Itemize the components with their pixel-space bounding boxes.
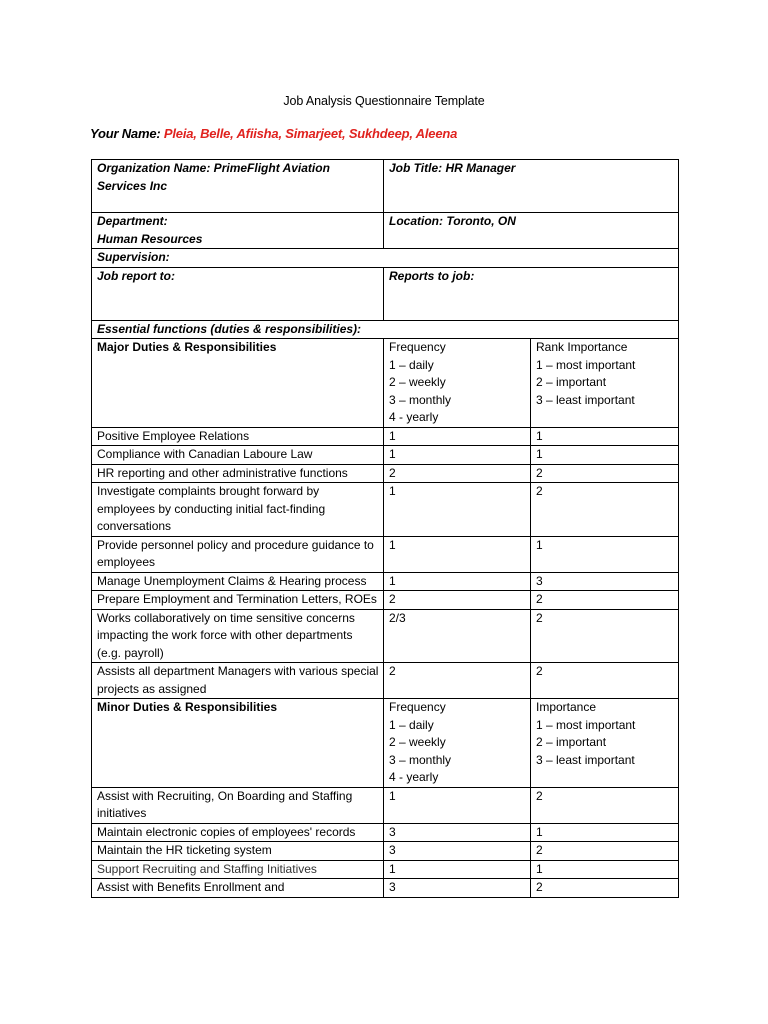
location-cell: Location: Toronto, ON [384, 213, 679, 249]
your-name-value: Pleia, Belle, Afiisha, Simarjeet, Sukhdeep, Aleena [163, 126, 458, 141]
table-row [92, 823, 679, 842]
frequency-key-4: 4 - yearly [389, 770, 439, 784]
importance-cell: 1 [531, 427, 679, 446]
org-row [92, 160, 679, 213]
minor-heading-row [92, 699, 679, 788]
duty-cell: Provide personnel policy and procedure guidance to employees [92, 536, 384, 572]
frequency-cell: 1 [384, 446, 531, 465]
table-row [92, 427, 679, 446]
table-row [92, 842, 679, 861]
frequency-key-4: 4 - yearly [389, 410, 439, 424]
table-row [92, 464, 679, 483]
frequency-cell: 3 [384, 823, 531, 842]
frequency-key-3: 3 – monthly [389, 752, 452, 767]
frequency-cell: 1 [384, 787, 531, 823]
table-row [92, 536, 679, 572]
frequency-cell: 1 [384, 483, 531, 537]
duty-cell: Works collaboratively on time sensitive concerns impacting the work force with other departments (e.g. payroll) [92, 609, 384, 663]
duty-cell: Investigate complaints brought forward by employees by conducting initial fact-finding conversations [92, 483, 384, 537]
duty-cell: Assist with Recruiting, On Boarding and Staffing initiatives [92, 787, 384, 823]
importance-key-3: 3 – least important [536, 752, 635, 767]
major-heading-row [92, 339, 679, 428]
your-name-line [90, 126, 457, 141]
frequency-cell: 3 [384, 842, 531, 861]
importance-key-1: 1 – most important [536, 717, 636, 732]
minor-frequency-heading [384, 699, 531, 788]
organization-cell [92, 160, 384, 213]
reports-to-job-cell: Reports to job: [384, 267, 679, 320]
rank-key-3: 3 – least important [536, 392, 635, 407]
frequency-cell: 2/3 [384, 609, 531, 663]
frequency-cell: 1 [384, 860, 531, 879]
importance-cell: 2 [531, 879, 679, 898]
rank-key-1: 1 – most important [536, 357, 636, 372]
importance-cell: 1 [531, 536, 679, 572]
importance-label: Importance [536, 700, 597, 714]
table-row [92, 446, 679, 465]
duty-cell: Prepare Employment and Termination Letters, ROEs [92, 591, 384, 610]
organization-line-2: Services Inc [97, 178, 168, 193]
job-report-to-cell: Job report to: [92, 267, 384, 320]
importance-cell: 3 [531, 572, 679, 591]
your-name-label: Your Name: [90, 126, 161, 141]
job-title-cell: Job Title: HR Manager [384, 160, 679, 213]
duty-cell: Maintain the HR ticketing system [92, 842, 384, 861]
supervision-cell: Supervision: [92, 249, 679, 268]
frequency-cell: 3 [384, 879, 531, 898]
table-row [92, 572, 679, 591]
document-title: Job Analysis Questionnaire Template [283, 94, 485, 108]
reporting-row [92, 267, 679, 320]
frequency-key-2: 2 – weekly [389, 375, 446, 389]
table-row [92, 860, 679, 879]
importance-key-2: 2 – important [536, 735, 607, 749]
table-row [92, 879, 679, 898]
minor-importance-heading [531, 699, 679, 788]
frequency-cell: 2 [384, 663, 531, 699]
major-rank-heading [531, 339, 679, 428]
duty-cell: Assist with Benefits Enrollment and [92, 879, 384, 898]
importance-cell: 2 [531, 609, 679, 663]
rank-key-2: 2 – important [536, 375, 607, 389]
frequency-key-2: 2 – weekly [389, 735, 446, 749]
duty-cell: Positive Employee Relations [92, 427, 384, 446]
frequency-cell: 1 [384, 536, 531, 572]
table-row [92, 483, 679, 537]
major-duties-heading: Major Duties & Responsibilities [92, 339, 384, 428]
frequency-key-1: 1 – daily [389, 357, 434, 372]
organization-line-1: Organization Name: PrimeFlight Aviation [97, 161, 330, 175]
department-row [92, 213, 679, 249]
table-row [92, 787, 679, 823]
duty-cell: Assists all department Managers with various special projects as assigned [92, 663, 384, 699]
frequency-cell: 2 [384, 464, 531, 483]
importance-cell: 2 [531, 464, 679, 483]
supervision-row [92, 249, 679, 268]
duty-cell: Support Recruiting and Staffing Initiatives [92, 860, 384, 879]
major-frequency-heading [384, 339, 531, 428]
department-cell [92, 213, 384, 249]
importance-cell: 2 [531, 591, 679, 610]
frequency-label: Frequency [389, 340, 446, 354]
frequency-cell: 2 [384, 591, 531, 610]
table-row [92, 663, 679, 699]
importance-cell: 2 [531, 663, 679, 699]
department-value: Human Resources [97, 231, 203, 246]
importance-cell: 2 [531, 842, 679, 861]
duty-cell: Manage Unemployment Claims & Hearing process [92, 572, 384, 591]
rank-label: Rank Importance [536, 340, 628, 354]
importance-cell: 1 [531, 823, 679, 842]
duty-cell: HR reporting and other administrative functions [92, 464, 384, 483]
frequency-label: Frequency [389, 700, 446, 714]
importance-cell: 2 [531, 787, 679, 823]
importance-cell: 1 [531, 860, 679, 879]
minor-duties-heading: Minor Duties & Responsibilities [92, 699, 384, 788]
frequency-cell: 1 [384, 427, 531, 446]
importance-cell: 2 [531, 483, 679, 537]
essential-functions-cell: Essential functions (duties & responsibilities): [92, 320, 679, 339]
table-row [92, 591, 679, 610]
frequency-key-1: 1 – daily [389, 717, 434, 732]
frequency-cell: 1 [384, 572, 531, 591]
questionnaire-table [91, 159, 679, 898]
duty-cell: Maintain electronic copies of employees' records [92, 823, 384, 842]
frequency-key-3: 3 – monthly [389, 392, 452, 407]
duty-cell: Compliance with Canadian Laboure Law [92, 446, 384, 465]
table-row [92, 609, 679, 663]
department-label: Department: [97, 214, 168, 228]
importance-cell: 1 [531, 446, 679, 465]
essential-functions-row [92, 320, 679, 339]
